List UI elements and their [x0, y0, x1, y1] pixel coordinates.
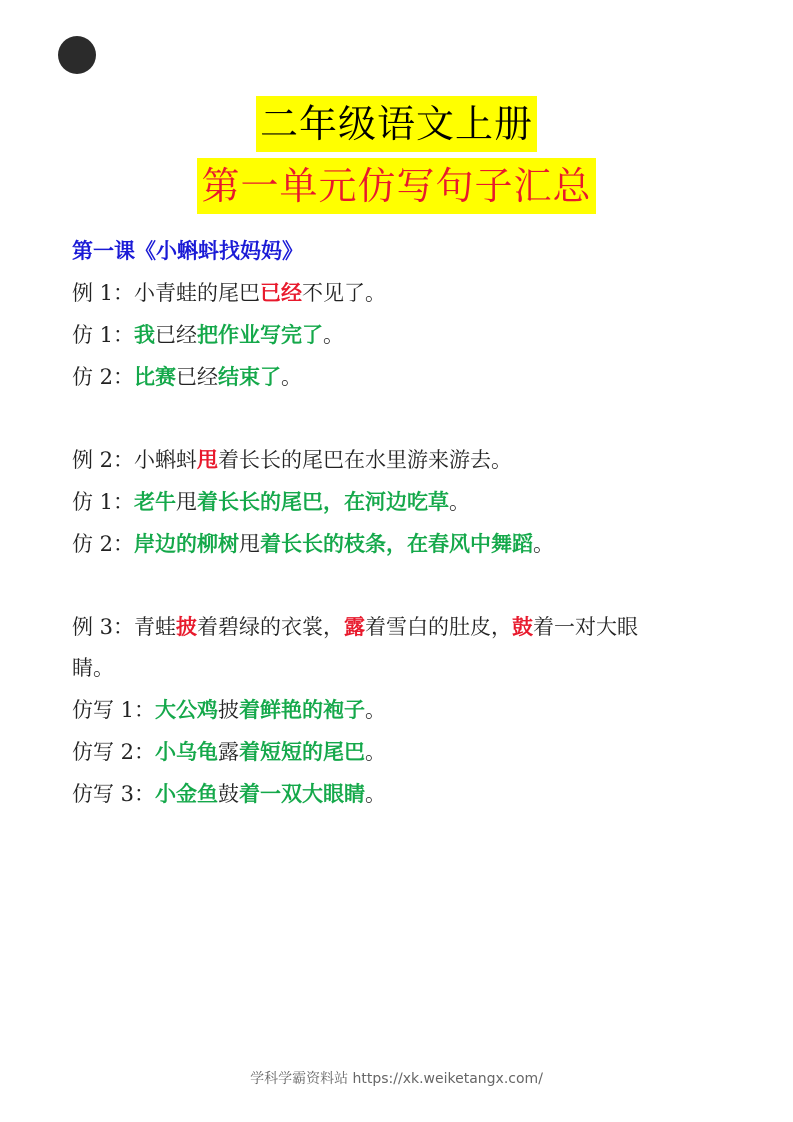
- sentence-text: 仿 2：: [72, 532, 135, 556]
- sentence-text: 。: [365, 782, 387, 806]
- sentence-text: 仿 1：: [72, 490, 135, 514]
- imitation-text: 着一双大眼睛: [239, 781, 366, 806]
- sentence-text: 仿写 3：: [72, 782, 156, 806]
- imitation-text: 我: [134, 322, 156, 347]
- imitation-text: 大公鸡: [155, 697, 219, 722]
- sentence-line: [72, 773, 732, 815]
- sentence-text: 甩: [239, 532, 261, 556]
- decorative-dot: [58, 36, 96, 74]
- sentence-text: 仿写 1：: [72, 698, 156, 722]
- imitation-text: 着短短的尾巴: [239, 739, 366, 764]
- imitation-text: 小金鱼: [155, 781, 219, 806]
- sentence-text: 。: [449, 490, 471, 514]
- sentence-line: [72, 439, 732, 481]
- key-word: 披: [176, 614, 198, 639]
- sentence-text: 着一对大眼: [533, 615, 639, 639]
- sentence-text: 着长长的尾巴在水里游来游去。: [218, 448, 513, 472]
- sentence-text: 例 3：青蛙: [72, 615, 177, 639]
- sentence-text: 露: [218, 740, 240, 764]
- imitation-text: 比赛: [134, 364, 177, 389]
- key-word: 已经: [260, 280, 303, 305]
- sentence-line: [72, 523, 732, 565]
- sentence-text: 仿 2：: [72, 365, 135, 389]
- imitation-text: 着鲜艳的袍子: [239, 697, 366, 722]
- sentence-text: 。: [533, 532, 555, 556]
- sentence-text: 已经: [155, 323, 198, 347]
- group-spacer: [72, 565, 732, 606]
- imitation-text: 着长长的枝条，在春风中舞蹈: [260, 531, 534, 556]
- key-word: 露: [344, 614, 366, 639]
- sentence-line: [72, 356, 732, 398]
- imitation-text: 着长长的尾巴，在河边吃草: [197, 489, 450, 514]
- sentence-line: [72, 606, 732, 648]
- sentence-text: 鼓: [218, 782, 240, 806]
- sentence-line: [72, 648, 732, 689]
- sentence-text: 。: [365, 740, 387, 764]
- sentence-text: 着碧绿的衣裳，: [197, 615, 345, 639]
- page-title: 二年级语文上册: [256, 96, 537, 152]
- key-word: 甩: [197, 447, 219, 472]
- sentence-text: 着雪白的肚皮，: [365, 615, 513, 639]
- imitation-text: 小乌龟: [155, 739, 219, 764]
- imitation-text: 老牛: [134, 489, 177, 514]
- sentence-text: 仿写 2：: [72, 740, 156, 764]
- sentence-text: 仿 1：: [72, 323, 135, 347]
- imitation-text: 结束了: [218, 364, 282, 389]
- title-block: [0, 96, 793, 214]
- sentence-text: 。: [365, 698, 387, 722]
- sentence-text: 已经: [176, 365, 219, 389]
- sentence-text: 。: [323, 323, 345, 347]
- group-spacer: [72, 398, 732, 439]
- sentence-line: [72, 689, 732, 731]
- lesson-title: 第一课《小蝌蚪找妈妈》: [72, 238, 303, 263]
- sentence-groups: [72, 272, 732, 815]
- imitation-text: 岸边的柳树: [134, 531, 240, 556]
- sentence-line: [72, 314, 732, 356]
- document-body: [72, 230, 732, 815]
- footer-source: 学科学霸资料站 https://xk.weiketangx.com/: [250, 1071, 543, 1087]
- page-subtitle: 第一单元仿写句子汇总: [197, 158, 595, 214]
- sentence-text: 不见了。: [302, 281, 387, 305]
- sentence-text: 。: [281, 365, 303, 389]
- sentence-text: 甩: [176, 490, 198, 514]
- sentence-text: 例 2：小蝌蚪: [72, 448, 198, 472]
- imitation-text: 把作业写完了: [197, 322, 324, 347]
- sentence-line: [72, 272, 732, 314]
- sentence-line: [72, 481, 732, 523]
- sentence-text: 睛。: [72, 656, 114, 680]
- sentence-text: 例 1：小青蛙的尾巴: [72, 281, 261, 305]
- sentence-line: [72, 731, 732, 773]
- sentence-text: 披: [218, 698, 240, 722]
- key-word: 鼓: [512, 614, 534, 639]
